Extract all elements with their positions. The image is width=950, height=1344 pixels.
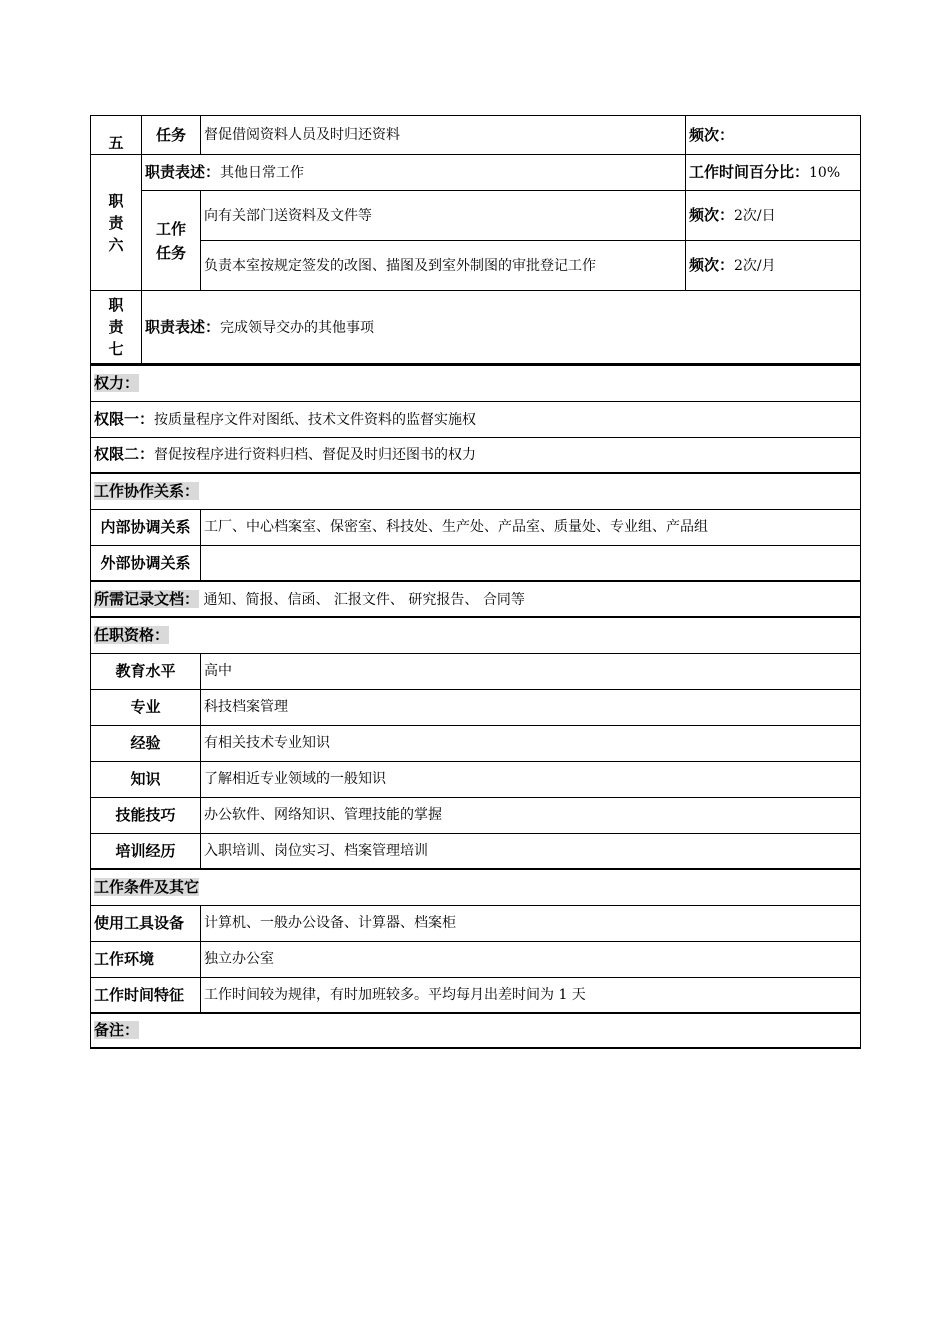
duty7-index: 职 责 七 — [91, 291, 142, 364]
qualification-value: 入职培训、岗位实习、档案管理培训 — [201, 833, 861, 869]
duty6-task-1-frequency: 频次：2次/日 — [686, 191, 861, 241]
condition-label: 工作时间特征 — [91, 977, 201, 1013]
qualification-value: 了解相近专业领域的一般知识 — [201, 761, 861, 797]
qualification-label: 教育水平 — [91, 653, 201, 689]
duty5-task-text: 督促借阅资料人员及时归还资料 — [201, 116, 686, 155]
duty6-task-2-frequency: 频次：2次/月 — [686, 241, 861, 291]
relations-title: 工作协作关系： — [91, 473, 861, 509]
details-table — [90, 364, 861, 1049]
authority-title: 权力： — [91, 365, 861, 401]
condition-value: 工作时间较为规律，有时加班较多。平均每月出差时间为 1 天 — [201, 977, 861, 1013]
authority-item-1: 权限一：按质量程序文件对图纸、技术文件资料的监督实施权 — [91, 401, 861, 437]
duty6-index: 职 责 六 — [91, 155, 142, 291]
condition-value: 独立办公室 — [201, 941, 861, 977]
duty6-time-percentage: 工作时间百分比：10% — [686, 155, 861, 191]
external-relations-label: 外部协调关系 — [91, 545, 201, 581]
conditions-title: 工作条件及其它 — [91, 869, 861, 905]
qualifications-title: 任职资格： — [91, 617, 861, 653]
qualification-label: 专业 — [91, 689, 201, 725]
qualification-label: 知识 — [91, 761, 201, 797]
notes-title: 备注： — [91, 1013, 861, 1048]
duty5-task-label: 任务 — [142, 116, 201, 155]
duty5-freq-label: 频次： — [686, 116, 861, 155]
duty6-description: 职责表述：其他日常工作 — [142, 155, 686, 191]
job-description-document — [90, 115, 860, 1049]
qualification-label: 培训经历 — [91, 833, 201, 869]
duty7-description: 职责表述：完成领导交办的其他事项 — [142, 291, 861, 364]
qualification-value: 科技档案管理 — [201, 689, 861, 725]
duty6-task-1: 向有关部门送资料及文件等 — [201, 191, 686, 241]
qualification-value: 有相关技术专业知识 — [201, 725, 861, 761]
condition-value: 计算机、一般办公设备、计算器、档案柜 — [201, 905, 861, 941]
internal-relations-value: 工厂、中心档案室、保密室、科技处、生产处、产品室、质量处、专业组、产品组 — [201, 509, 861, 545]
internal-relations-label: 内部协调关系 — [91, 509, 201, 545]
authority-item-2: 权限二：督促按程序进行资料归档、督促及时归还图书的权力 — [91, 437, 861, 473]
qualification-value: 高中 — [201, 653, 861, 689]
duty6-task-label: 工作 任务 — [142, 191, 201, 291]
condition-label: 工作环境 — [91, 941, 201, 977]
qualification-label: 技能技巧 — [91, 797, 201, 833]
qualification-label: 经验 — [91, 725, 201, 761]
qualification-value: 办公软件、网络知识、管理技能的掌握 — [201, 797, 861, 833]
duties-table — [90, 115, 861, 364]
records-row: 所需记录文档： 通知、简报、信函、 汇报文件、 研究报告、 合同等 — [91, 581, 861, 617]
duty6-task-2: 负责本室按规定签发的改图、描图及到室外制图的审批登记工作 — [201, 241, 686, 291]
external-relations-value — [201, 545, 861, 581]
duty5-index: 五 — [91, 116, 142, 155]
condition-label: 使用工具设备 — [91, 905, 201, 941]
